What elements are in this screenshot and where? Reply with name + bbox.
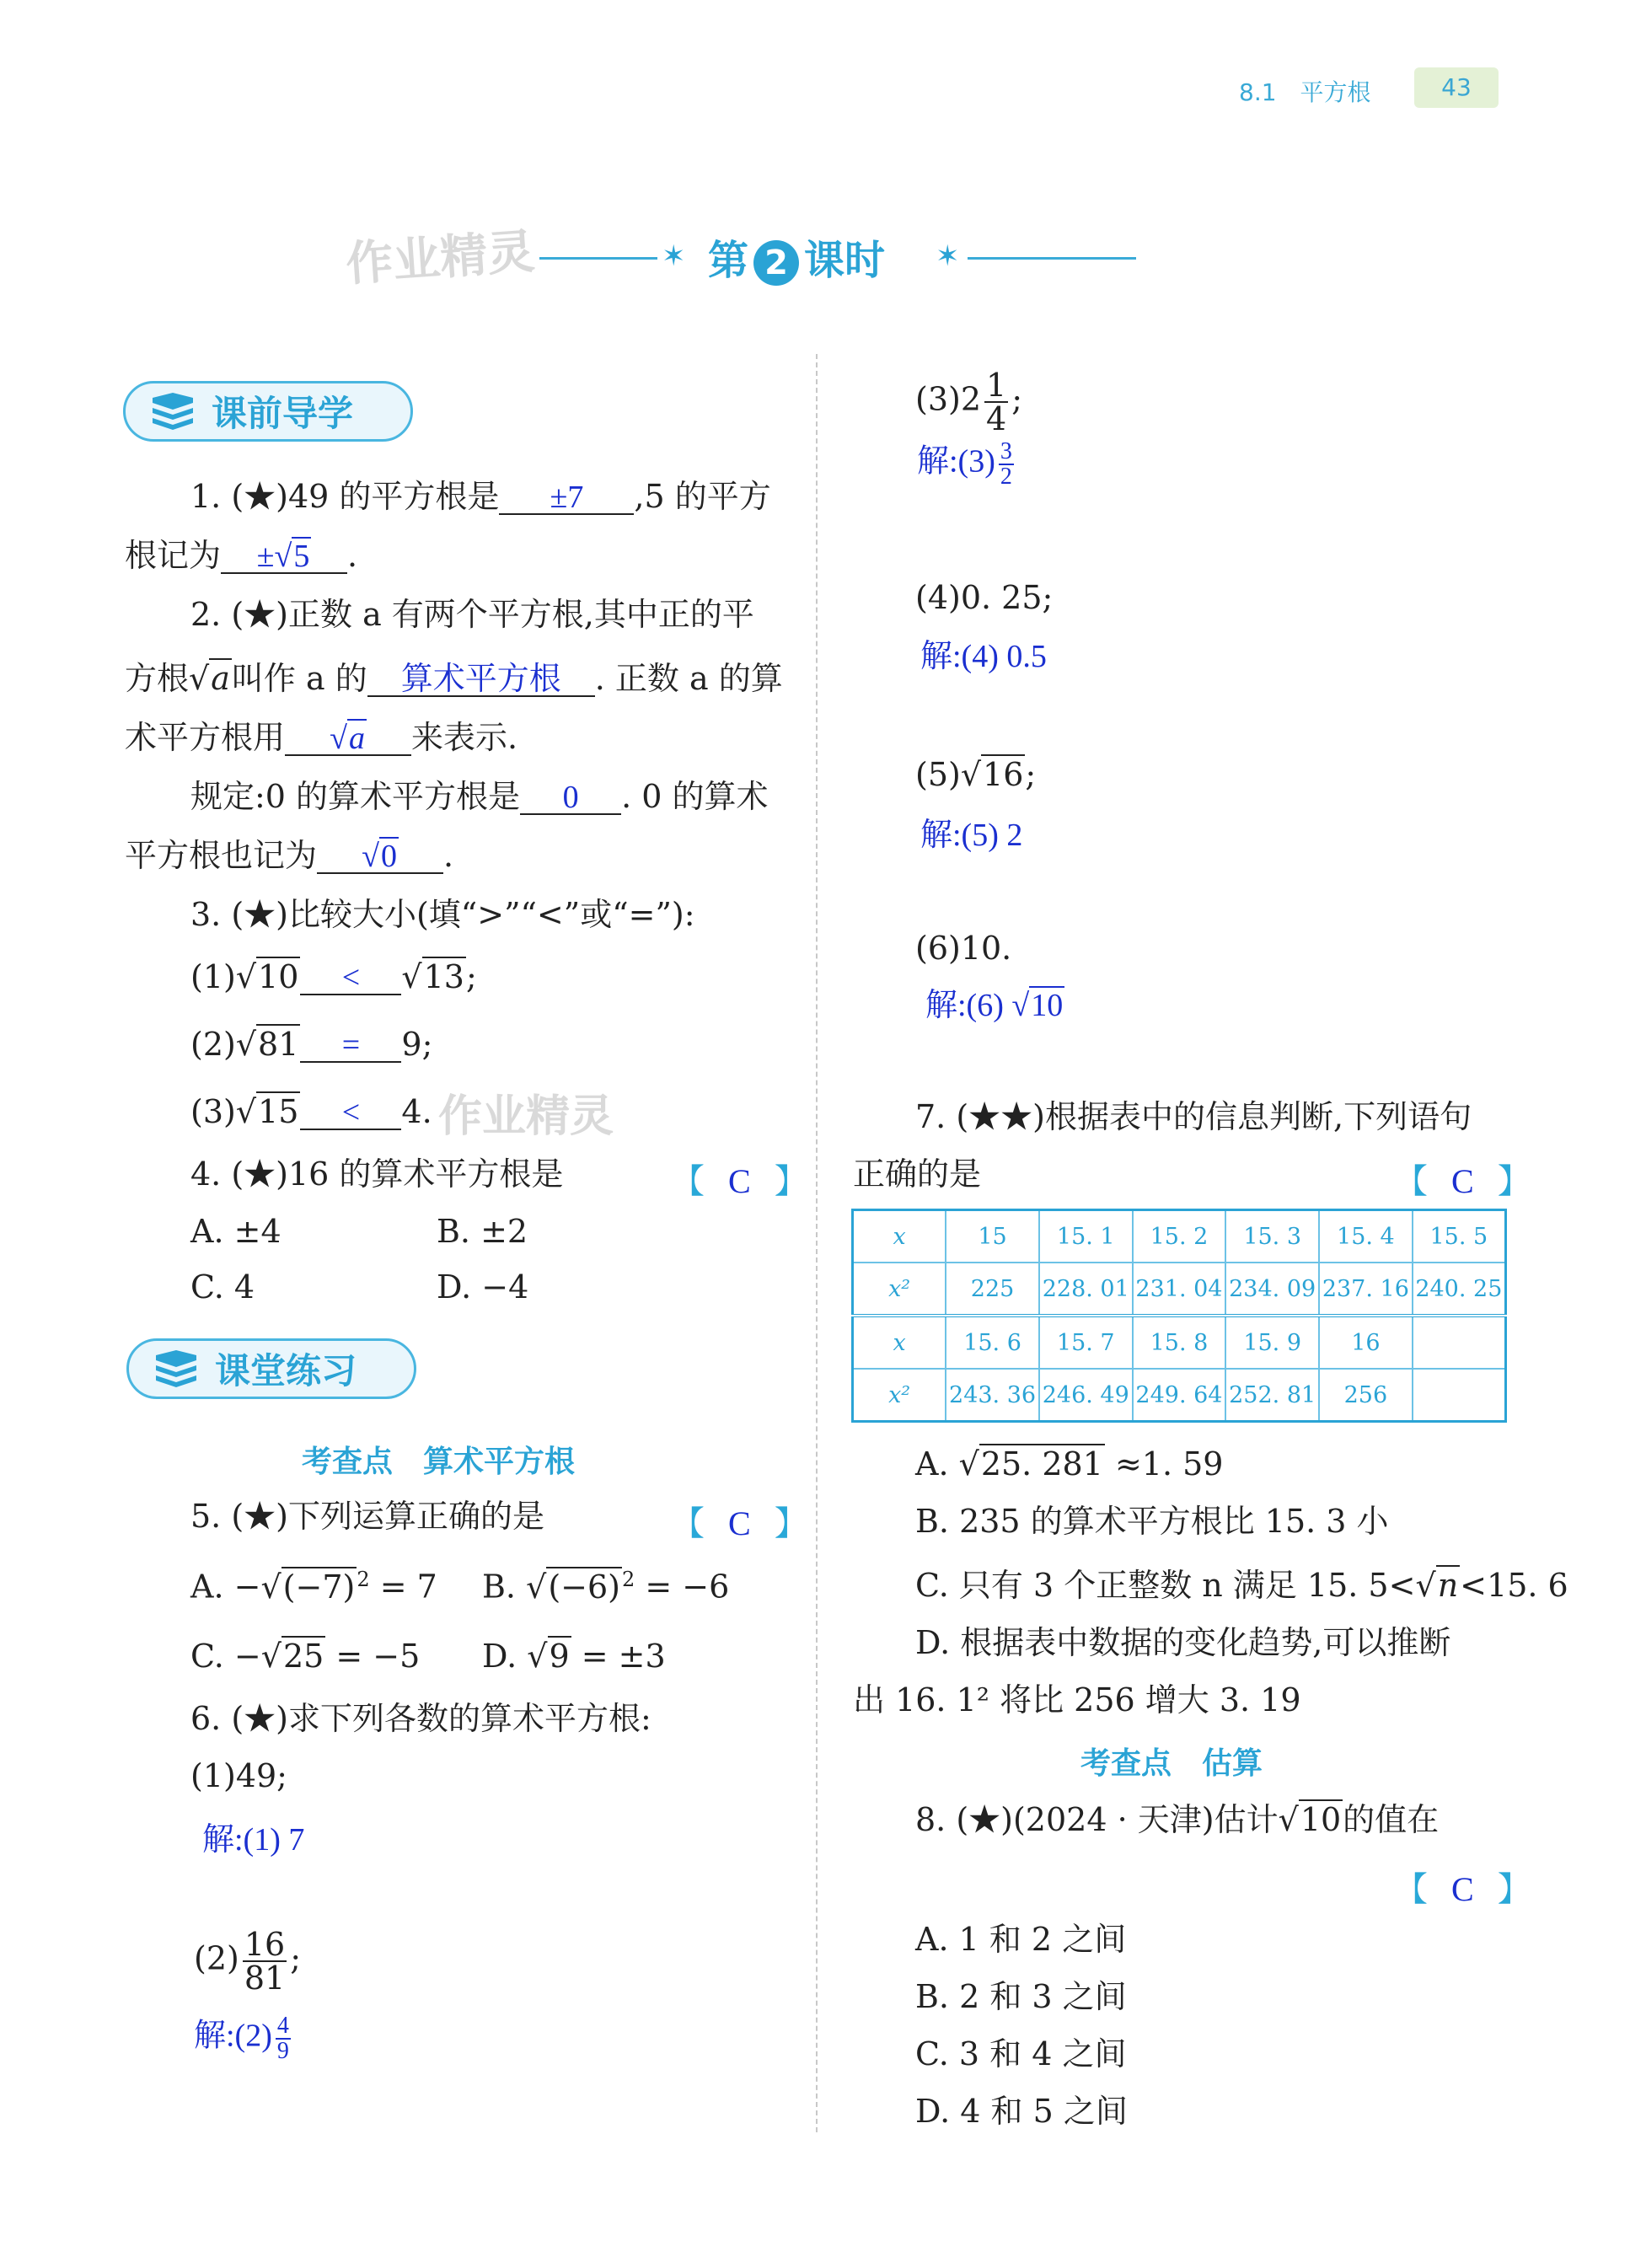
q3-part1: (1)√10 < √13; [190,958,477,995]
q8-option-b: B. 2 和 3 之间 [915,1978,1127,2015]
q7-option-b: B. 235 的算术平方根比 15. 3 小 [915,1503,1389,1540]
q6-answer2: 解:(2) $\frac{4}{9}$ [194,2013,289,2064]
q6-part5: (5)√16; [915,756,1037,793]
q8-stem: 8. (★)(2024 · 天津)估计√10的值在 [915,1801,1440,1838]
table-row: x 15. 6 15. 7 15. 8 15. 9 16 [853,1316,1506,1369]
q6-part3: (3)2 $\frac{1}{4}$ ; [915,367,1023,437]
q5-option-c: C. −√25 = −5 [190,1638,421,1675]
books-icon [149,393,196,430]
q2-answer2: √a [285,722,411,756]
q7-answer: 【 C 】 [1394,1162,1531,1201]
q3-part3: (3)√15 < 4. [190,1093,432,1130]
q4-stem: 4. (★)16 的算术平方根是 [190,1155,564,1193]
q7-stem2: 正确的是 [853,1155,982,1193]
lesson-title: 第 2 课时 [708,237,886,284]
q5-option-a: A. $-√(-7)^2 = 7$ [190,1568,437,1606]
banner-preview: 课前导学 [123,381,413,442]
q6-part4: (4)0. 25; [915,579,1054,616]
q1-answer2: ±√5 [221,540,347,574]
q6-answer4: 解:(4) 0.5 [920,639,1047,674]
q3-stem: 3. (★)比较大小(填“>”“<”或“=”): [190,896,695,933]
q6-answer3: 解:(3) $\frac{3}{2}$ [917,438,1012,490]
watermark: 作业精灵 [438,1091,614,1142]
q6-answer5: 解:(5) 2 [920,818,1023,853]
q6-part2: (2) $\frac{16}{81}$ ; [194,1926,301,1997]
title-rule-right [968,257,1136,260]
q7-option-d2: 出 16. 1² 将比 256 增大 3. 19 [853,1681,1301,1718]
q2-line3: 术平方根用 √a 来表示. [125,719,518,756]
q2-answer3: 0 [520,781,621,815]
table-row: x² 243. 36 246. 49 249. 64 252. 81 256 [853,1369,1506,1422]
q2-line2: 方根√a叫作 a 的 算术平方根 . 正数 a 的算 [125,660,783,697]
star-icon: ✶ [662,239,686,273]
q5-answer: 【 C 】 [671,1504,808,1543]
q7-option-c: C. 只有 3 个正整数 n 满足 15. 5<√n<15. 6 [915,1567,1568,1604]
q5-stem: 5. (★)下列运算正确的是 [190,1498,544,1535]
lesson-number: 2 [753,240,799,286]
title-rule-left [539,257,657,260]
star-icon: ✶ [936,239,960,273]
q2-line5: 平方根也记为 √0 . [125,837,454,874]
column-divider [816,354,818,2132]
data-table [851,1209,1507,1423]
q4-option-c: C. 4 [190,1268,255,1306]
table-row: x² 225 228. 01 231. 04 234. 09 237. 16 240. 25 [853,1263,1506,1316]
subhead-sqrt: 考查点 算术平方根 [302,1445,576,1479]
q3-part2: (2)√81 = 9; [190,1026,433,1063]
q2-answer4: √0 [317,840,443,874]
q2-line1: 2. (★)正数 a 有两个平方根,其中正的平 [190,596,754,633]
subhead-estimate: 考查点 估算 [1080,1746,1263,1781]
q8-option-a: A. 1 和 2 之间 [915,1921,1127,1958]
banner-practice: 课堂练习 [126,1338,416,1399]
q7-option-d1: D. 根据表中数据的变化趋势,可以推断 [915,1624,1451,1661]
table-row: x 15 15. 1 15. 2 15. 3 15. 4 15. 5 [853,1210,1506,1263]
q4-option-d: D. −4 [437,1268,529,1306]
q6-stem: 6. (★)求下列各数的算术平方根: [190,1700,651,1737]
q2-answer1: 算术平方根 [367,663,595,697]
books-icon [153,1350,200,1387]
q5-option-d: D. √9 = ±3 [482,1638,666,1675]
q6-answer1: 解:(1) 7 [202,1822,305,1858]
q4-option-b: B. ±2 [437,1213,528,1250]
q1-line2: 根记为 ±√5 . [125,537,358,574]
q1-line1: 1. (★)49 的平方根是 ±7 ,5 的平方 [190,478,771,515]
page-number: 43 [1414,67,1499,108]
q6-answer6: 解:(6) √10 [925,988,1064,1023]
section-label: 8.1 平方根 [1239,78,1371,106]
q7-option-a: A. √25. 281 ≈1. 59 [915,1445,1224,1483]
q8-option-c: C. 3 和 4 之间 [915,2035,1127,2072]
q1-answer1: ±7 [499,481,634,515]
q4-option-a: A. ±4 [190,1213,281,1250]
q6-part6: (6)10. [915,930,1012,967]
q7-stem1: 7. (★★)根据表中的信息判断,下列语句 [915,1098,1472,1135]
watermark: 作业精灵 [344,224,537,292]
q6-part1: (1)49; [190,1757,287,1794]
q5-option-b: B. $√(-6)^2 = -6$ [482,1568,730,1606]
q8-option-d: D. 4 和 5 之间 [915,2093,1128,2130]
q8-answer: 【 C 】 [1394,1870,1531,1909]
q4-answer: 【 C 】 [671,1162,808,1201]
q2-line4: 规定:0 的算术平方根是 0 . 0 的算术 [190,778,769,815]
